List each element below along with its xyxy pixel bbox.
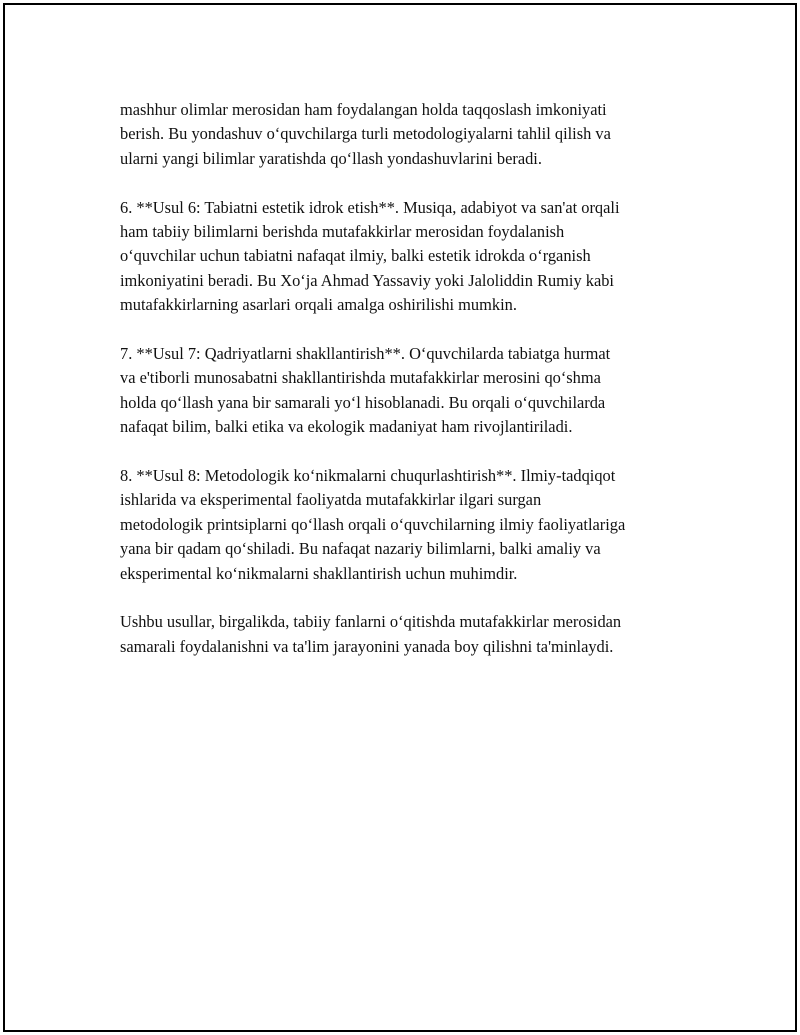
text-line: imkoniyatini beradi. Bu Xo‘ja Ahmad Yassaviy yoki Jaloliddin Rumiy kabi xyxy=(120,270,614,290)
text-line: ham tabiiy bilimlarni berishda mutafakkirlar merosidan foydalanish xyxy=(120,222,565,242)
text-line: mashhur olimlar merosidan ham foydalangan holda taqqoslash imkoniyati xyxy=(120,100,607,119)
text-line: yana bir qadam qo‘shiladi. Bu nafaqat nazariy bilimlarni, balki amaliy va xyxy=(120,539,601,559)
paragraph-method-7 xyxy=(120,342,720,440)
text-line: 7. **Usul 7: Qadriyatlarni shakllantirish**. O‘quvchilarda tabiatga hurmat xyxy=(120,344,611,364)
text-line: va e'tiborli munosabatni shakllantirishda mutafakkirlar merosini qo‘shma xyxy=(120,368,601,388)
paragraph-intro-continuation xyxy=(120,98,720,171)
text-line: nafaqat bilim, balki etika va ekologik madaniyat ham rivojlantiriladi. xyxy=(120,417,573,437)
text-line: samarali foydalanishni va ta'lim jarayonini yanada boy qilishni ta'minlaydi. xyxy=(120,636,614,656)
text-line: eksperimental ko‘nikmalarni shakllantirish uchun muhimdir. xyxy=(120,563,518,583)
document-body xyxy=(120,98,720,684)
paragraph-conclusion xyxy=(120,610,720,659)
paragraph-method-8 xyxy=(120,464,720,586)
text-line: mutafakkirlarning asarlari orqali amalga oshirilishi mumkin. xyxy=(120,295,517,315)
text-line: ularni yangi bilimlar yaratishda qo‘llash yondashuvlarini beradi. xyxy=(120,148,542,168)
text-line: 6. **Usul 6: Tabiatni estetik idrok etish**. Musiqa, adabiyot va san'at orqali xyxy=(120,197,620,217)
page-frame xyxy=(3,3,797,1032)
paragraph-method-6 xyxy=(120,196,720,318)
text-line: holda qo‘llash yana bir samarali yo‘l hisoblanadi. Bu orqali o‘quvchilarda xyxy=(120,392,606,412)
text-line: ishlarida va eksperimental faoliyatda mutafakkirlar ilgari surgan xyxy=(120,490,542,510)
text-line: metodologik printsiplarni qo‘llash orqali o‘quvchilarning ilmiy faoliyatlariga xyxy=(120,514,626,534)
text-line: berish. Bu yondashuv o‘quvchilarga turli metodologiyalarni tahlil qilish va xyxy=(120,124,611,144)
text-line: 8. **Usul 8: Metodologik ko‘nikmalarni chuqurlashtirish**. Ilmiy-tadqiqot xyxy=(120,466,616,486)
text-line: o‘quvchilar uchun tabiatni nafaqat ilmiy, balki estetik idrokda o‘rganish xyxy=(120,246,591,266)
text-line: Ushbu usullar, birgalikda, tabiiy fanlarni o‘qitishda mutafakkirlar merosidan xyxy=(120,612,622,632)
